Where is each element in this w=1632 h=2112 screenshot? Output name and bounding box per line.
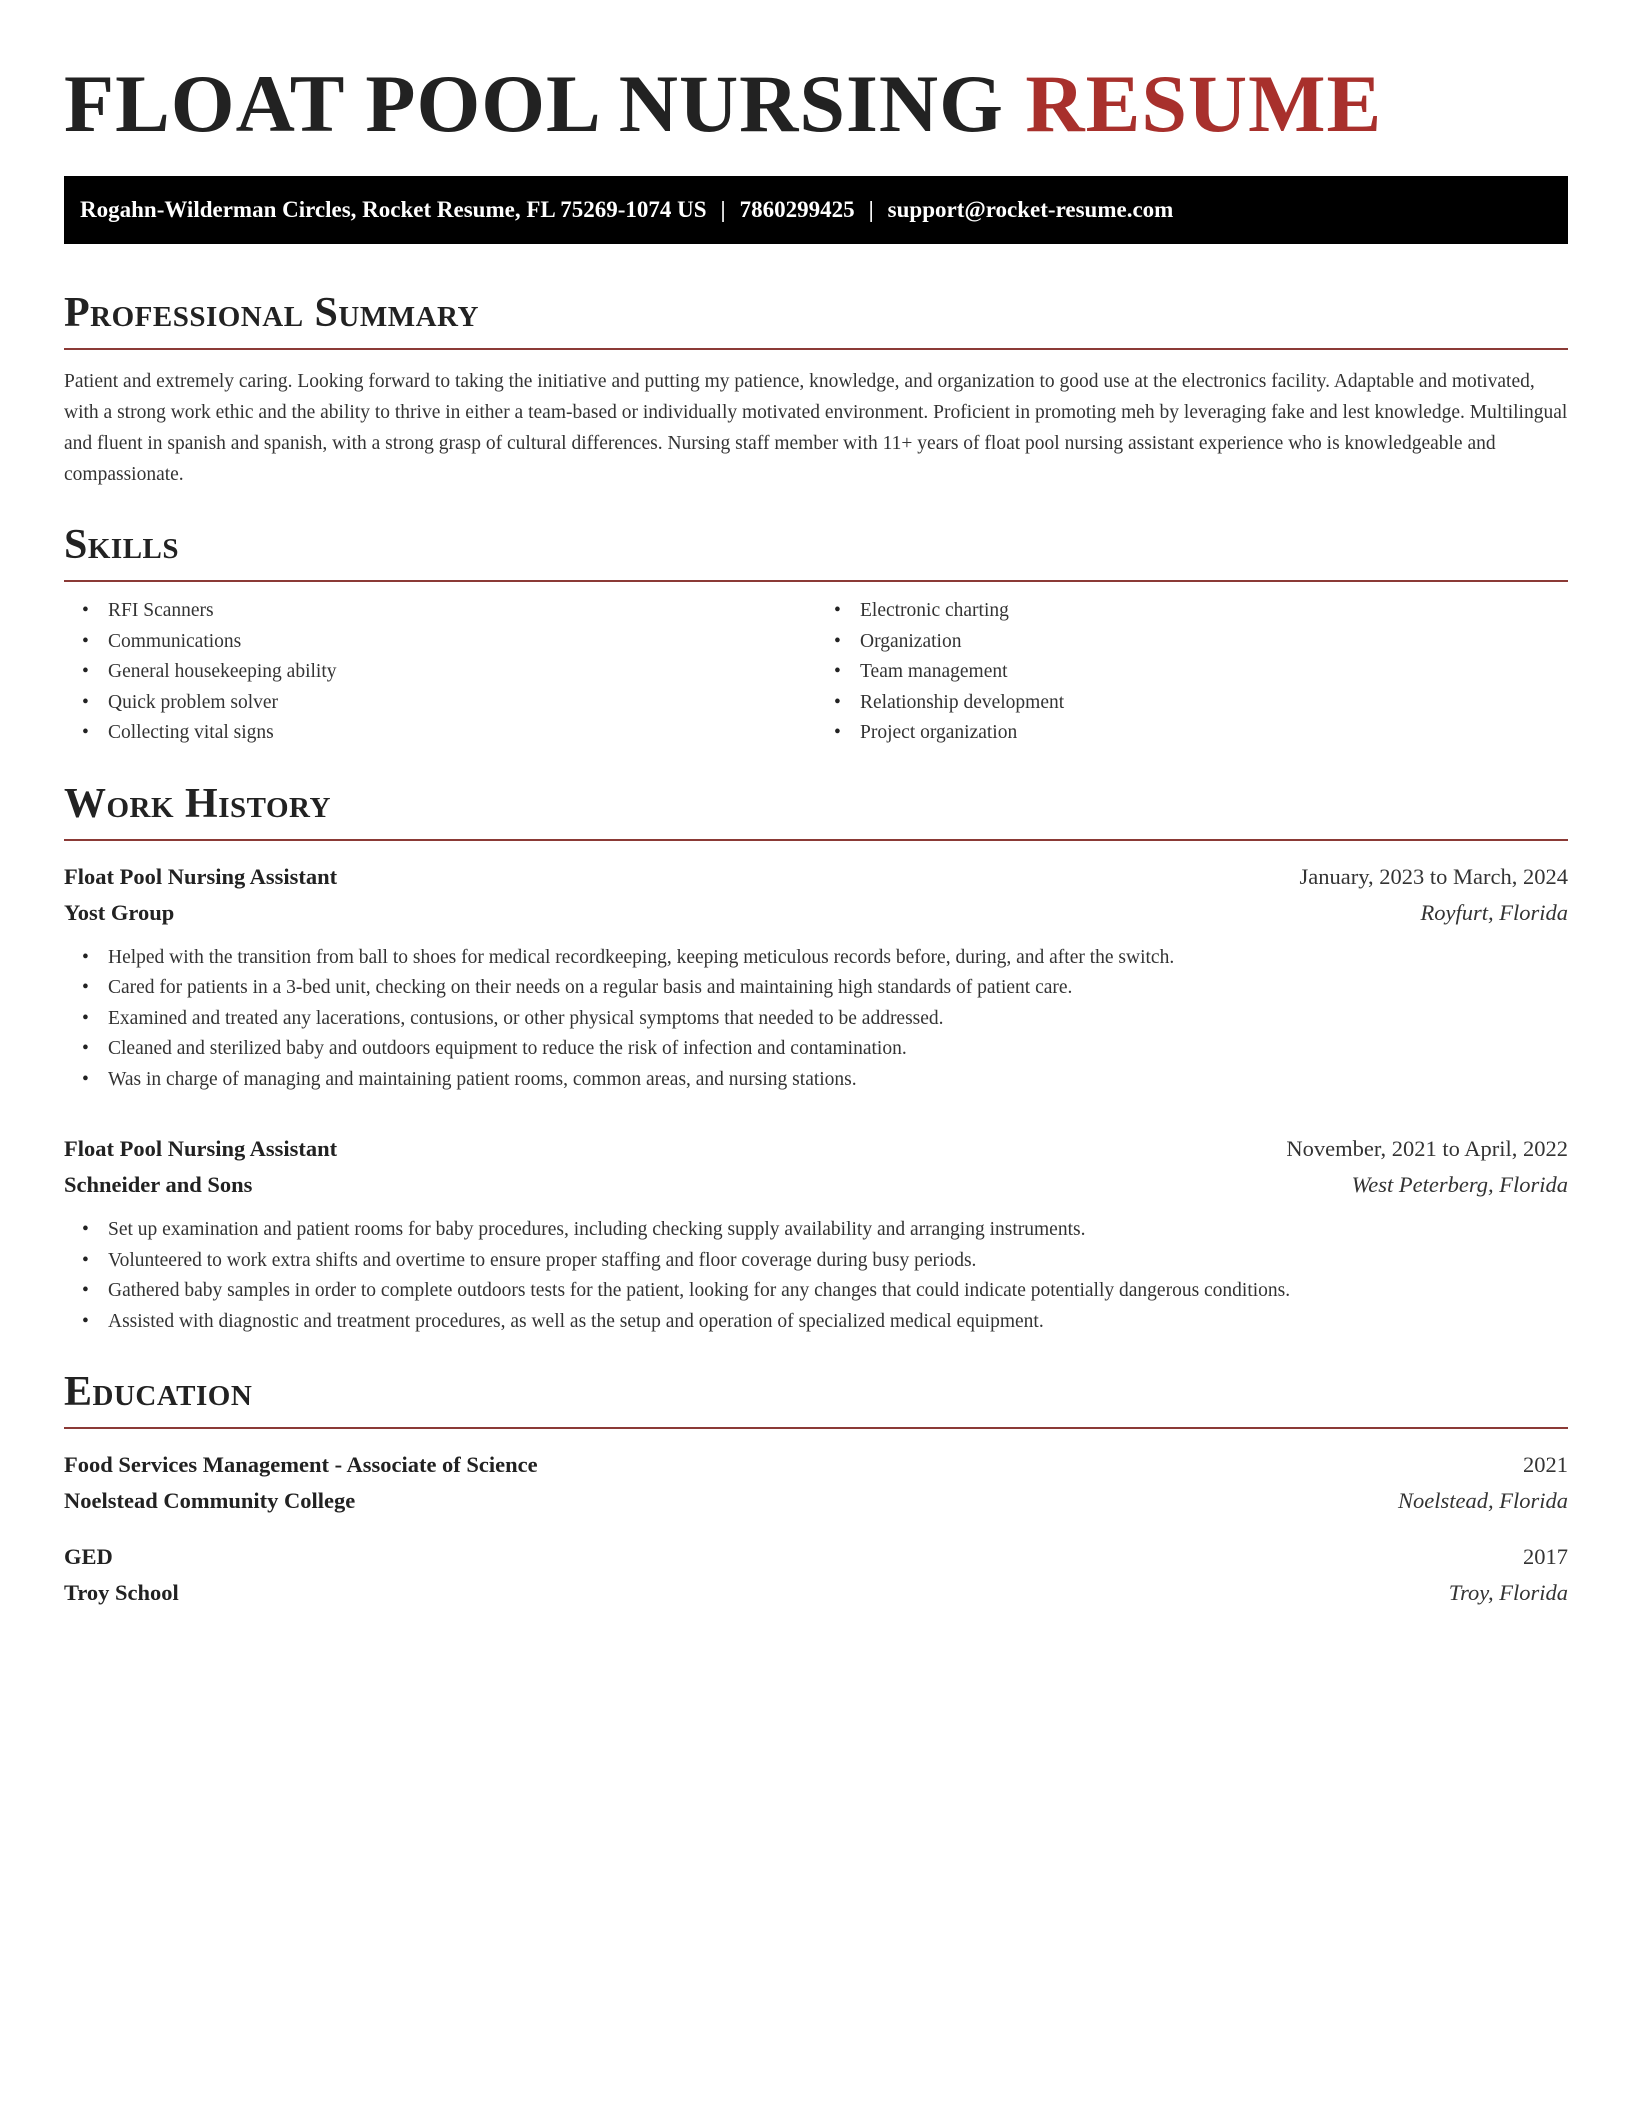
job-company: Schneider and Sons <box>64 1172 253 1197</box>
job-entry <box>64 859 1568 1096</box>
skills-column-left <box>64 596 816 749</box>
job-title-row <box>64 1131 1568 1167</box>
job-location: West Peterberg, Florida <box>1351 1172 1568 1197</box>
skill-item: • RFI Scanners <box>108 596 816 627</box>
work-history-heading: Work History <box>64 779 1568 841</box>
education-location: Noelstead, Florida <box>1398 1488 1568 1513</box>
job-bullet: • Examined and treated any lacerations, contusions, or other physical symptoms that needed to be addressed. <box>108 1004 1568 1035</box>
education-degree: Food Services Management - Associate of Science <box>64 1452 538 1477</box>
job-location: Royfurt, Florida <box>1420 899 1568 925</box>
job-entry <box>64 1131 1568 1337</box>
skill-item: • Project organization <box>860 718 1568 749</box>
job-bullet: • Cleaned and sterilized baby and outdoors equipment to reduce the risk of infection and contamination. <box>108 1034 1568 1065</box>
skill-item: • Communications <box>108 627 816 658</box>
contact-separator: | <box>720 197 726 222</box>
summary-heading: Professional Summary <box>64 288 1568 350</box>
skills-grid <box>64 596 1568 749</box>
job-company-row <box>64 1167 1568 1203</box>
title-main: FLOAT POOL NURSING <box>64 58 1004 149</box>
education-degree-row <box>64 1539 1568 1575</box>
contact-address: Rogahn-Wilderman Circles, Rocket Resume, FL 75269-1074 US <box>80 197 707 222</box>
skills-column-right <box>816 596 1568 749</box>
education-degree: GED <box>64 1544 113 1569</box>
job-company-row <box>64 895 1568 931</box>
education-year: 2017 <box>1523 1544 1568 1569</box>
job-bullet: • Helped with the transition from ball to shoes for medical recordkeeping, keeping meticulous records before, during, and after the switch. <box>108 943 1568 974</box>
education-school-row <box>64 1483 1568 1519</box>
contact-phone: 7860299425 <box>739 197 855 222</box>
job-bullet: • Cared for patients in a 3-bed unit, checking on their needs on a regular basis and maintaining high standards of patient care. <box>108 973 1568 1004</box>
resume-title <box>64 0 1568 150</box>
job-dates: January, 2023 to March, 2024 <box>1299 863 1568 889</box>
education-degree-row <box>64 1447 1568 1483</box>
job-title-row <box>64 859 1568 895</box>
job-bullet: • Assisted with diagnostic and treatment procedures, as well as the setup and operation of specialized medical equipment. <box>108 1307 1568 1338</box>
skill-item: • Quick problem solver <box>108 688 816 719</box>
skill-item: • General housekeeping ability <box>108 657 816 688</box>
contact-email: support@rocket-resume.com <box>887 197 1174 222</box>
job-bullets <box>64 943 1568 1096</box>
education-heading: Education <box>64 1367 1568 1429</box>
skills-heading: Skills <box>64 520 1568 582</box>
education-entry <box>64 1539 1568 1611</box>
job-company: Yost Group <box>64 899 175 925</box>
summary-text: Patient and extremely caring. Looking forward to taking the initiative and putting my patience, knowledge, and organization to good use at the electronics facility. Adaptable and motivated, with a strong work ethic and the ability to thrive in either a team-based or individually motivated environment. Proficient in promoting meh by leveraging fake and lest knowledge. Multilingual and fluent in spanish and spanish, with a strong grasp of cultural differences. Nursing staff member with 11+ years of float pool nursing assistant experience who is knowledgeable and compassionate. <box>64 371 1568 485</box>
job-bullet: • Set up examination and patient rooms for baby procedures, including checking supply availability and arranging instruments. <box>108 1215 1568 1246</box>
job-dates: November, 2021 to April, 2022 <box>1286 1136 1568 1161</box>
job-title: Float Pool Nursing Assistant <box>64 863 338 889</box>
education-school: Noelstead Community College <box>64 1488 356 1513</box>
skill-item: • Organization <box>860 627 1568 658</box>
job-bullet: • Was in charge of managing and maintaining patient rooms, common areas, and nursing stations. <box>108 1065 1568 1096</box>
education-entry <box>64 1447 1568 1519</box>
job-title: Float Pool Nursing Assistant <box>64 1136 338 1161</box>
education-year: 2021 <box>1523 1452 1568 1477</box>
skill-item: • Electronic charting <box>860 596 1568 627</box>
skill-item: • Collecting vital signs <box>108 718 816 749</box>
job-bullet: • Gathered baby samples in order to complete outdoors tests for the patient, looking for any changes that could indicate potentially dangerous conditions. <box>108 1276 1568 1307</box>
job-bullets <box>64 1215 1568 1337</box>
skill-item: • Relationship development <box>860 688 1568 719</box>
education-school: Troy School <box>64 1580 179 1605</box>
job-bullet: • Volunteered to work extra shifts and overtime to ensure proper staffing and floor coverage during busy periods. <box>108 1246 1568 1277</box>
title-accent: RESUME <box>1025 58 1383 149</box>
skill-item: • Team management <box>860 657 1568 688</box>
education-location: Troy, Florida <box>1448 1580 1568 1605</box>
education-school-row <box>64 1575 1568 1611</box>
contact-separator: | <box>868 197 874 222</box>
contact-bar <box>64 176 1568 244</box>
